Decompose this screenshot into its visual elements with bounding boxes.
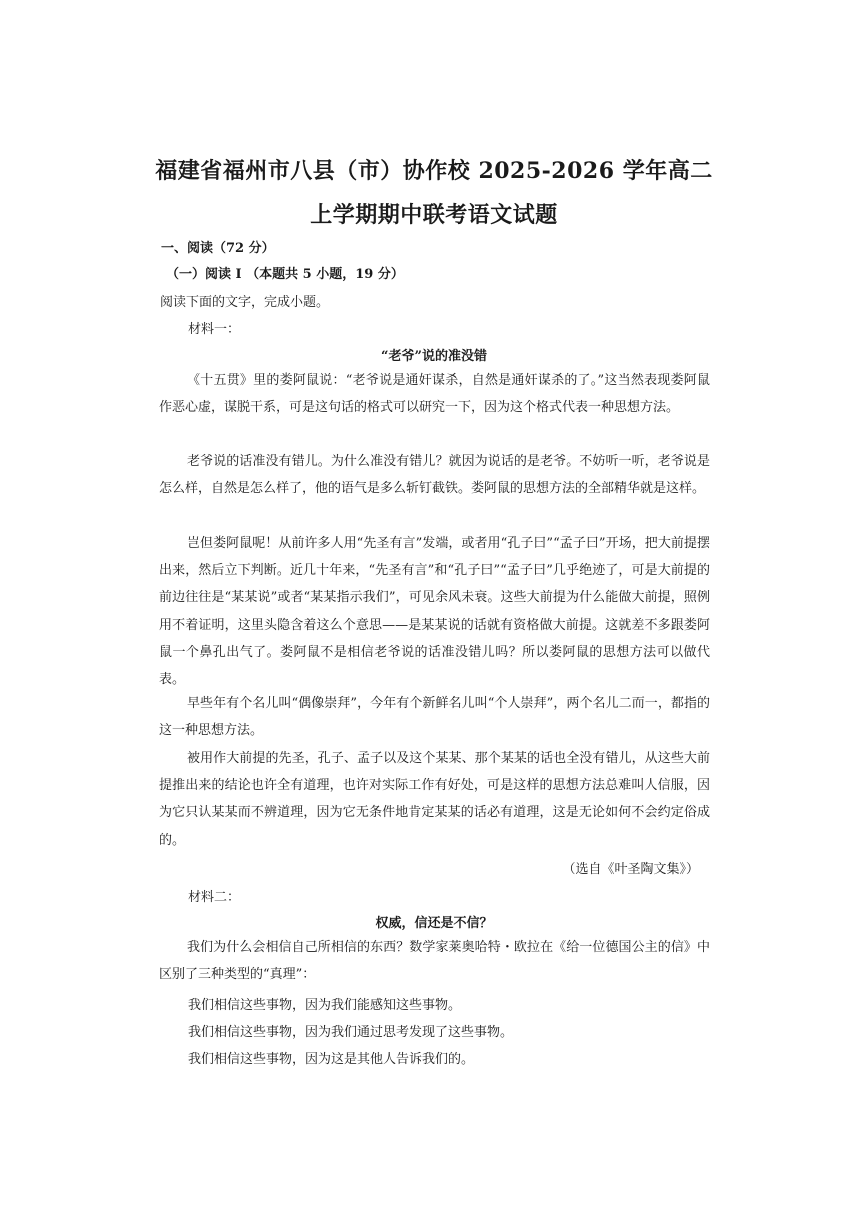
sub-section-heading: （一）阅读 I （本题共 5 小题，19 分）	[166, 267, 404, 282]
material-1-paragraph: 老爷说的话准没有错儿。为什么准没有错儿？就因为说话的是老爷。不妨听一听，老爷说是怎么样，自然是怎么样了，他的语气是多么斩钉截铁。娄阿鼠的思想方法的全部精华就是这样。	[159, 454, 710, 497]
material-1-label: 材料一：	[188, 322, 241, 337]
material-1-paragraph: 早些年有个名儿叫“偶像崇拜”，今年有个新鲜名儿叫“个人崇拜”，两个名儿二而一，都指的这一种思想方法。	[159, 696, 710, 739]
material-2-label: 材料二：	[188, 890, 241, 905]
exam-title-line-1: 福建省福州市八县（市）协作校 2025-2026 学年高二	[155, 158, 713, 184]
reading-instruction: 阅读下面的文字，完成小题。	[160, 295, 330, 310]
material-2-paragraph: 我们为什么会相信自己所相信的东西？数学家莱奥哈特・欧拉在《给一位德国公主的信》中区别了三种类型的“真理”：	[159, 940, 710, 983]
material-2-paragraph: 我们相信这些事物，因为这是其他人告诉我们的。	[188, 1052, 475, 1067]
exam-title-line-2: 上学期期中联考语文试题	[310, 202, 558, 228]
material-2-paragraph: 我们相信这些事物，因为我们能感知这些事物。	[188, 998, 462, 1013]
material-2-title: 权威，信还是不信？	[375, 916, 493, 931]
material-1-paragraph: 岂但娄阿鼠呢！从前许多人用“先圣有言”发端，或者用“孔子曰”“孟子曰”开场，把大前提摆出来，然后立下判断。近几十年来，“先圣有言”和“孔子曰”“孟子曰”几乎绝迹了，可是大前提的前边往往是“某某说”或者“某某指示我们”，可见余风未衰。这些大前提为什么能做大前提，照例用不着证明，这里头隐含着这么个意思——是某某说的话就有资格做大前提。这就差不多跟娄阿鼠一个鼻孔出气了。娄阿鼠不是相信老爷说的话准没错儿吗？所以娄阿鼠的思想方法可以做代表。	[159, 536, 710, 688]
material-1-paragraph: 被用作大前提的先圣，孔子、孟子以及这个某某、那个某某的话也全没有错儿，从这些大前提推出来的结论也许全有道理，也许对实际工作有好处，可是这样的思想方法总难叫人信服，因为它只认某某而不辨道理，因为它无条件地肯定某某的话必有道理，这是无论如何不会约定俗成的。	[159, 751, 710, 848]
material-1-title: “老爷”说的准没错	[381, 349, 487, 364]
material-1-source: （选自《叶圣陶文集》）	[562, 862, 699, 877]
material-1-paragraph: 《十五贯》里的娄阿鼠说：“老爷说是通奸谋杀，自然是通奸谋杀的了。”这当然表现娄阿鼠作恶心虚，谋脱干系，可是这句话的格式可以研究一下，因为这个格式代表一种思想方法。	[159, 373, 710, 416]
material-2-paragraph: 我们相信这些事物，因为我们通过思考发现了这些事物。	[188, 1025, 514, 1040]
section-heading: 一、阅读（72 分）	[161, 241, 275, 256]
